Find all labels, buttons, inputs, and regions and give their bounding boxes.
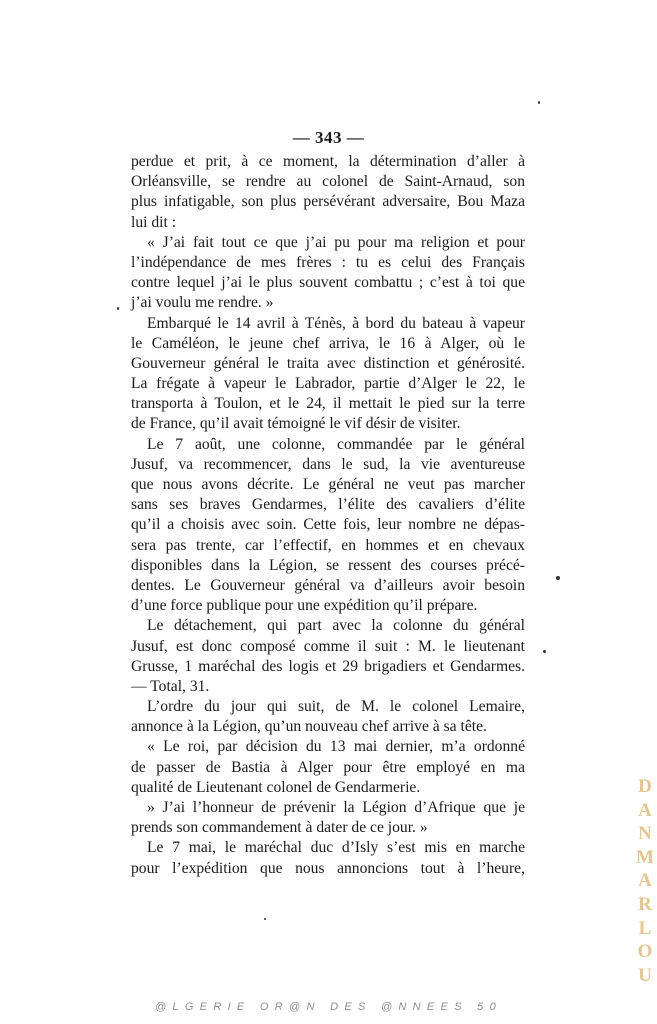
scan-speck: [556, 576, 560, 580]
text-line: Grusse, 1 maréchal des logis et 29 brigadiers et Gendarmes.: [131, 657, 525, 675]
watermark-letter: D: [638, 776, 652, 797]
text-line: disponibles dans la Légion, se ressent des courses précé-: [131, 556, 525, 574]
text-line: de France, qu’il avait témoigné le vif désir de visiter.: [131, 415, 461, 433]
watermark-letter: M: [636, 846, 654, 868]
watermark-letter: A: [638, 870, 652, 892]
scan-speck: [264, 918, 266, 920]
text-line: Le détachement, qui part avec la colonne du général: [147, 617, 525, 635]
text-line: annonce à la Légion, qu’un nouveau chef arrive à sa tête.: [131, 718, 487, 736]
watermark-letter: U: [638, 964, 652, 986]
text-line: transporta à Toulon, et le 24, il mettait le pied sur la terre: [131, 395, 525, 413]
text-line: Gouverneur général le traita avec distinction et générosité.: [131, 354, 525, 372]
text-line: Jusuf, est donc composé comme il suit : M. le lieutenant: [131, 637, 525, 655]
text-body: [131, 152, 525, 879]
text-line: La frégate à vapeur le Labrador, partie d’Alger le 22, le: [131, 375, 525, 393]
watermark-letter: L: [638, 917, 652, 939]
text-line: que nous avons décrite. Le général ne veut pas marcher: [131, 476, 525, 493]
text-line: qu’il a choisis avec soin. Cette fois, leur nombre ne dépas-: [131, 516, 525, 534]
text-line: sera pas trente, car l’effectif, en hommes et en chevaux: [131, 536, 525, 554]
text-line: le Caméléon, le jeune chef arriva, le 16 à Alger, où le: [131, 334, 525, 352]
text-line: d’une force publique pour une expédition qu’il prépare.: [131, 597, 478, 615]
page-number: — 343 —: [292, 128, 365, 147]
text-line: — Total, 31.: [131, 677, 210, 695]
text-line: dentes. Le Gouverneur général va d’ailleurs avoir besoin: [131, 576, 525, 594]
text-line: plus infatigable, son plus persévérant adversaire, Bou Maza: [131, 193, 525, 211]
watermark-letter: O: [637, 941, 653, 963]
text-line: Orléansville, se rendre au colonel de Saint-Arnaud, son: [131, 173, 525, 191]
text-line: contre lequel j’ai le plus souvent combattu ; c’est à toi que: [131, 274, 525, 292]
text-line: perdue et prit, à ce moment, la détermination d’aller à: [131, 153, 525, 170]
text-line: qualité de Lieutenant colonel de Gendarmerie.: [131, 778, 421, 796]
text-line: « Le roi, par décision du 13 mai dernier, m’a ordonné: [147, 738, 525, 756]
watermark-vertical: [633, 775, 657, 987]
scan-speck: [117, 307, 119, 310]
footer-watermark: @LGERIE OR@N DES @NNEES 50: [154, 1001, 503, 1013]
text-line: L’ordre du jour qui suit, de M. le colonel Lemaire,: [147, 698, 525, 716]
text-line: Jusuf, va recommencer, dans le sud, la vie aventureuse: [131, 455, 525, 473]
text-line: Le 7 mai, le maréchal duc d’Isly s’est mis en marche: [147, 839, 525, 857]
scan-speck: [543, 650, 546, 653]
text-line: sans ses braves Gendarmes, l’élite des cavaliers d’élite: [131, 496, 525, 514]
text-line: « J’ai fait tout ce que j’ai pu pour ma religion et pour: [147, 233, 525, 251]
watermark-letter: A: [638, 799, 652, 821]
text-line: Embarqué le 14 avril à Ténès, à bord du bateau à vapeur: [147, 314, 525, 332]
text-line: lui dit :: [131, 213, 177, 231]
text-line: prends son commandement à dater de ce jour. »: [131, 819, 428, 837]
text-line: l’indépendance de mes frères : tu es celui des Français: [131, 253, 525, 271]
watermark-letter: N: [638, 823, 652, 845]
scan-speck: [538, 101, 540, 104]
text-line: pour l’expédition que nous annoncions tout à l’heure,: [131, 859, 525, 877]
watermark-letter: R: [638, 893, 652, 915]
text-line: de passer de Bastia à Alger pour être employé en ma: [131, 758, 525, 776]
text-line: Le 7 août, une colonne, commandée par le général: [147, 435, 525, 453]
text-line: » J’ai l’honneur de prévenir la Légion d’Afrique que je: [147, 799, 525, 816]
text-line: j’ai voulu me rendre. »: [131, 294, 274, 312]
